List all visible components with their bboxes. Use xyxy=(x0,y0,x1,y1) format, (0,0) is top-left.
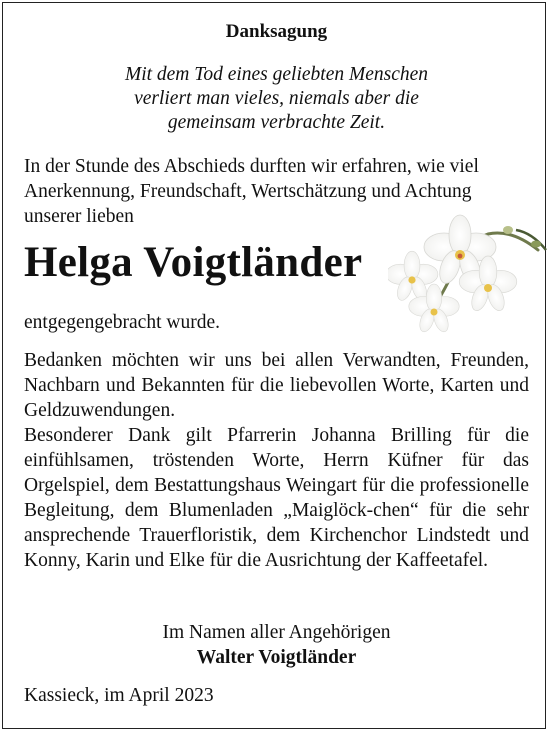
deceased-name: Helga Voigtländer xyxy=(24,239,363,286)
quote-line: Mit dem Tod eines geliebten Menschen xyxy=(124,64,429,85)
place-date: Kassieck, im April 2023 xyxy=(24,685,214,706)
intro-line: In der Stunde des Abschieds durften wir erfahren, wie viel xyxy=(24,156,479,177)
intro-line: unserer lieben xyxy=(24,206,134,227)
memorial-quote xyxy=(24,63,529,135)
notice-title: Danksagung xyxy=(225,21,328,42)
quote-line: gemeinsam verbrachte Zeit. xyxy=(167,112,386,133)
signer-name: Walter Voigtländer xyxy=(196,647,357,668)
thanks-body xyxy=(24,348,529,573)
intro-line: Anerkennung, Freundschaft, Wertschätzung und Achtung xyxy=(24,181,472,202)
thanks-paragraph: Bedanken möchten wir uns bei allen Verwandten, Freunden, Nachbarn und Bekannten für die liebevollen Worte, Karten und Geldzuwendungen. xyxy=(24,350,529,421)
sign-line: Im Namen aller Angehörigen xyxy=(162,622,391,643)
orchid-flower-icon xyxy=(388,200,548,340)
thanks-paragraph: Besonderer Dank gilt Pfarrerin Johanna Brilling für die einfühlsamen, tröstenden Worte, Herrn Küfner für das Orgelspiel, dem Bestattungshaus Weingart für die professionelle Begleitung, dem Blumenladen „Maiglöck-chen“ für die sehr ansprechende Trauerfloristik, dem Kirchenchor Lindstedt und Konny, Karin und Elke für die Ausrichtung der Kaffeetafel. xyxy=(24,425,529,571)
signature-block xyxy=(24,620,529,670)
quote-line: verliert man vieles, niemals aber die xyxy=(134,88,419,109)
after-name-text: entgegengebracht wurde. xyxy=(24,312,220,333)
